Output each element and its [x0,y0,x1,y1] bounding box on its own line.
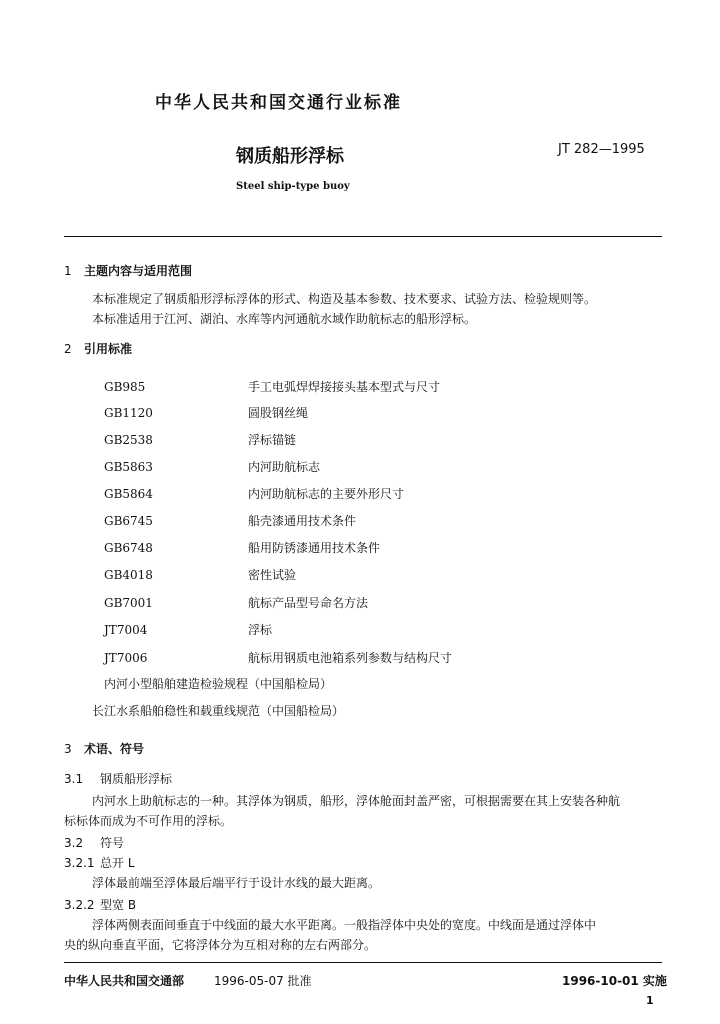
document-title-english: Steel ship-type buoy [236,181,350,192]
reference-code: GB6748 [104,541,153,555]
document-title: 钢质船形浮标 [236,146,344,167]
reference-item [104,621,272,638]
clause-3-1-text: 内河水上助航标志的一种。其浮体为钢质，船形，浮体舱面封盖严密，可根据需要在其上安装各种航 [92,794,621,808]
reference-title: 航标用钢质电池箱系列参数与结构尺寸 [248,651,453,665]
reference-code: GB985 [104,380,146,394]
clause-number: 3.2.2 [64,898,95,912]
section-number: 1 [64,264,72,278]
reference-title: 密性试验 [248,568,297,582]
clause-number: 3.1 [64,772,84,786]
reference-title: 内河助航标志的主要外形尺寸 [248,487,405,501]
clause-number: 3.2 [64,836,84,850]
reference-code: GB5863 [104,460,153,474]
clause-title: 钢质船形浮标 [100,772,173,786]
reference-code: GB4018 [104,568,153,582]
clause-3-1-heading [64,770,172,787]
reference-item [104,512,356,529]
footer-approver: 中华人民共和国交通部 [64,974,185,988]
reference-title: 航标产品型号命名方法 [248,596,369,610]
reference-title: 浮标 [248,623,273,637]
clause-3-2-2-heading [64,896,136,913]
reference-title: 船用防锈漆通用技术条件 [248,541,381,555]
reference-item [104,566,296,583]
section-number: 2 [64,342,72,356]
reference-item [104,458,320,475]
section-1-paragraph-1: 本标准规定了钢质船形浮标浮体的形式、构造及基本参数、技术要求、试验方法、检验规则等。 [92,292,597,306]
clause-title: 型宽 B [100,898,137,912]
standard-code: JT 282—1995 [558,142,645,157]
reference-code: JT7004 [104,623,148,637]
section-2-heading [64,340,132,357]
reference-title: 船壳漆通用技术条件 [248,514,357,528]
reference-regulation: 长江水系船舶稳性和载重线规范（中国船检局） [92,704,345,718]
footer-divider [64,962,662,963]
issuing-body-heading: 中华人民共和国交通行业标准 [155,93,402,113]
clause-number: 3.2.1 [64,856,95,870]
section-1-paragraph-2: 本标准适用于江河、湖泊、水库等内河通航水域作助航标志的船形浮标。 [92,312,477,326]
section-title: 术语、符号 [84,742,145,756]
clause-3-2-heading [64,834,124,851]
page-number: 1 [646,994,654,1007]
reference-code: GB5864 [104,487,153,501]
reference-item [104,649,452,666]
clause-title: 总开 L [100,856,135,870]
footer-implementation-date: 1996-10-01 实施 [562,974,667,988]
reference-item [104,431,296,448]
clause-3-2-1-text: 浮体最前端至浮体最后端平行于设计水线的最大距离。 [92,876,381,890]
reference-item [104,404,308,421]
header-divider [64,236,662,237]
reference-item [104,594,368,611]
reference-title: 圆股钢丝绳 [248,406,309,420]
section-3-heading [64,740,144,757]
reference-title: 手工电弧焊焊接接头基本型式与尺寸 [248,380,441,394]
section-title: 主题内容与适用范围 [84,264,193,278]
reference-regulation: 内河小型船舶建造检验规程（中国船检局） [104,677,333,691]
reference-code: GB6745 [104,514,153,528]
reference-code: GB1120 [104,406,153,420]
footer-approval-date: 1996-05-07 批准 [214,974,312,988]
reference-code: JT7006 [104,651,148,665]
clause-3-1-text-continued: 标标体而成为不可作用的浮标。 [64,814,233,828]
reference-title: 浮标锚链 [248,433,297,447]
section-1-heading [64,262,192,279]
reference-item [104,378,440,395]
reference-title: 内河助航标志 [248,460,321,474]
clause-3-2-1-heading [64,854,135,871]
reference-code: GB7001 [104,596,153,610]
section-title: 引用标准 [84,342,133,356]
reference-item [104,485,404,502]
clause-3-2-2-text: 浮体两侧表面间垂直于中线面的最大水平距离。一般指浮体中央处的宽度。中线面是通过浮体中 [92,918,597,932]
clause-title: 符号 [100,836,125,850]
clause-3-2-2-text-continued: 央的纵向垂直平面，它将浮体分为互相对称的左右两部分。 [64,938,377,952]
reference-item [104,539,380,556]
section-number: 3 [64,742,72,756]
reference-code: GB2538 [104,433,153,447]
